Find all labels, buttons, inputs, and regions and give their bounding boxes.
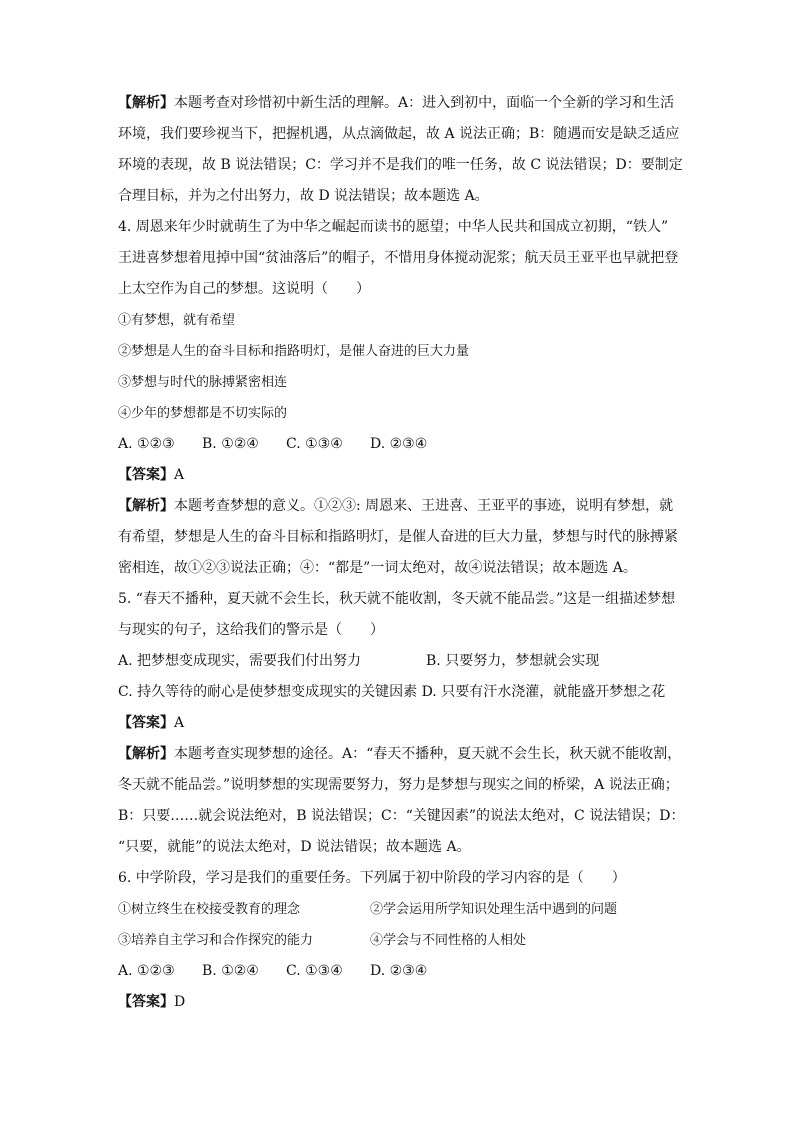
q4-statement-4: ④少年的梦想都是不切实际的 (118, 406, 288, 421)
q6-answer (118, 987, 678, 1018)
q5-option-b: B. 只要努力，梦想就会实现 (426, 653, 600, 669)
q5-analysis-line-3: B：只要……就会说法绝对，B 说法错误；C：“关键因素”的说法太绝对，C 说法错误；D： (118, 808, 685, 824)
q5-option-c: C. 持久等待的耐心是使梦想变成现实的关键因素 (118, 684, 418, 700)
q5-analysis-line-4: “只要，就能”的说法太绝对，D 说法错误；故本题选 A。 (118, 839, 471, 855)
q6-options (118, 956, 678, 987)
q4-answer (118, 460, 678, 491)
q4-option-c: C. ①③④ (286, 436, 343, 452)
q6-option-c: C. ①③④ (286, 963, 343, 979)
analysis-tag: 【解析】 (118, 498, 174, 514)
q6-statements-row-2 (118, 925, 678, 956)
q5-analysis-line-1: 【解析】本题考查实现梦想的途径。A：“春天不播种，夏天就不会生长，秋天就不能收割， (118, 746, 682, 762)
q5-answer (118, 708, 678, 739)
q4-option-b: B. ①②④ (202, 436, 259, 452)
q4-stem-line-2: 王进喜梦想着甩掉中国“贫油落后”的帽子，不惜用身体搅动泥浆；航天员王亚平也早就把登 (118, 250, 679, 266)
q6-stem: 6. 中学阶段，学习是我们的重要任务。下列属于初中阶段的学习内容的是（ ） (118, 870, 626, 886)
q3-analysis-line-4: 合理目标，并为之付出努力，故 D 说法错误；故本题选 A。 (118, 188, 489, 204)
q6-statement-1: ①树立终生在校接受教育的理念 (118, 902, 301, 917)
q4-stem-line-1: 4. 周恩来年少时就萌生了为中华之崛起而读书的愿望；中华人民共和国成立初期，“铁人” (118, 219, 669, 235)
answer-tag: 【答案】 (118, 467, 174, 483)
q5-options-row-1 (118, 646, 678, 677)
q4-option-d: D. ②③④ (370, 436, 428, 452)
q4-stem-line-3: 上太空作为自己的梦想。这说明（ ） (118, 281, 370, 297)
q4-statement-3: ③梦想与时代的脉搏紧密相连 (118, 375, 288, 390)
q4-option-a: A. ①②③ (118, 436, 175, 452)
q6-option-a: A. ①②③ (118, 963, 175, 979)
q5-option-a: A. 把梦想变成现实，需要我们付出努力 (118, 653, 362, 669)
answer-value: D (174, 994, 186, 1010)
analysis-tag: 【解析】 (118, 95, 174, 111)
q5-stem-line-2: 与现实的句子，这给我们的警示是（ ） (118, 622, 384, 638)
q6-option-b: B. ①②④ (202, 963, 259, 979)
q6-statements-row-1 (118, 894, 678, 925)
q6-statement-2: ②学会运用所学知识处理生活中遇到的问题 (370, 902, 618, 917)
q5-option-d: D. 只要有汗水浇灌，就能盛开梦想之花 (421, 684, 666, 700)
q4-statement-1: ①有梦想，就有希望 (118, 313, 236, 328)
q6-statement-3: ③培养自主学习和合作探究的能力 (118, 933, 314, 948)
q3-analysis-line-1: 【解析】本题考查对珍惜初中新生活的理解。A：进入到初中，面临一个全新的学习和生活 (118, 95, 675, 111)
q4-statement-2: ②梦想是人生的奋斗目标和指路明灯，是催人奋进的巨大力量 (118, 344, 470, 359)
answer-value: A (174, 467, 185, 483)
document-page (118, 88, 685, 1018)
q6-statement-4: ④学会与不同性格的人相处 (370, 933, 527, 948)
q5-options-row-2 (118, 677, 678, 708)
q4-analysis-line-3: 密相连，故①②③说法正确；④：“都是”一词太绝对，故④说法错误；故本题选 A。 (118, 560, 637, 576)
q6-option-d: D. ②③④ (370, 963, 428, 979)
q3-analysis-line-3: 环境的表现，故 B 说法错误；C：学习并不是我们的唯一任务，故 C 说法错误；D：要制定 (118, 157, 683, 173)
q4-analysis-line-2: 有希望，梦想是人生的奋斗目标和指路明灯，是催人奋进的巨大力量，梦想与时代的脉搏紧 (118, 529, 678, 545)
q5-stem-line-1: 5. “春天不播种，夏天就不会生长，秋天就不能收割，冬天就不能品尝。”这是一组描述梦想 (118, 591, 676, 607)
answer-tag: 【答案】 (118, 994, 174, 1010)
q3-analysis-line-2: 环境，我们要珍视当下，把握机遇，从点滴做起，故 A 说法正确；B：随遇而安是缺乏适应 (118, 126, 680, 142)
q5-analysis-line-2: 冬天就不能品尝。”说明梦想的实现需要努力，努力是梦想与现实之间的桥梁，A 说法正确； (118, 777, 679, 793)
q4-analysis-line-1: 【解析】本题考查梦想的意义。①②③: 周恩来、王进喜、王亚平的事迹，说明有梦想，就 (118, 498, 674, 514)
answer-value: A (174, 715, 185, 731)
answer-tag: 【答案】 (118, 715, 174, 731)
analysis-tag: 【解析】 (118, 746, 174, 762)
q4-options (118, 429, 678, 460)
